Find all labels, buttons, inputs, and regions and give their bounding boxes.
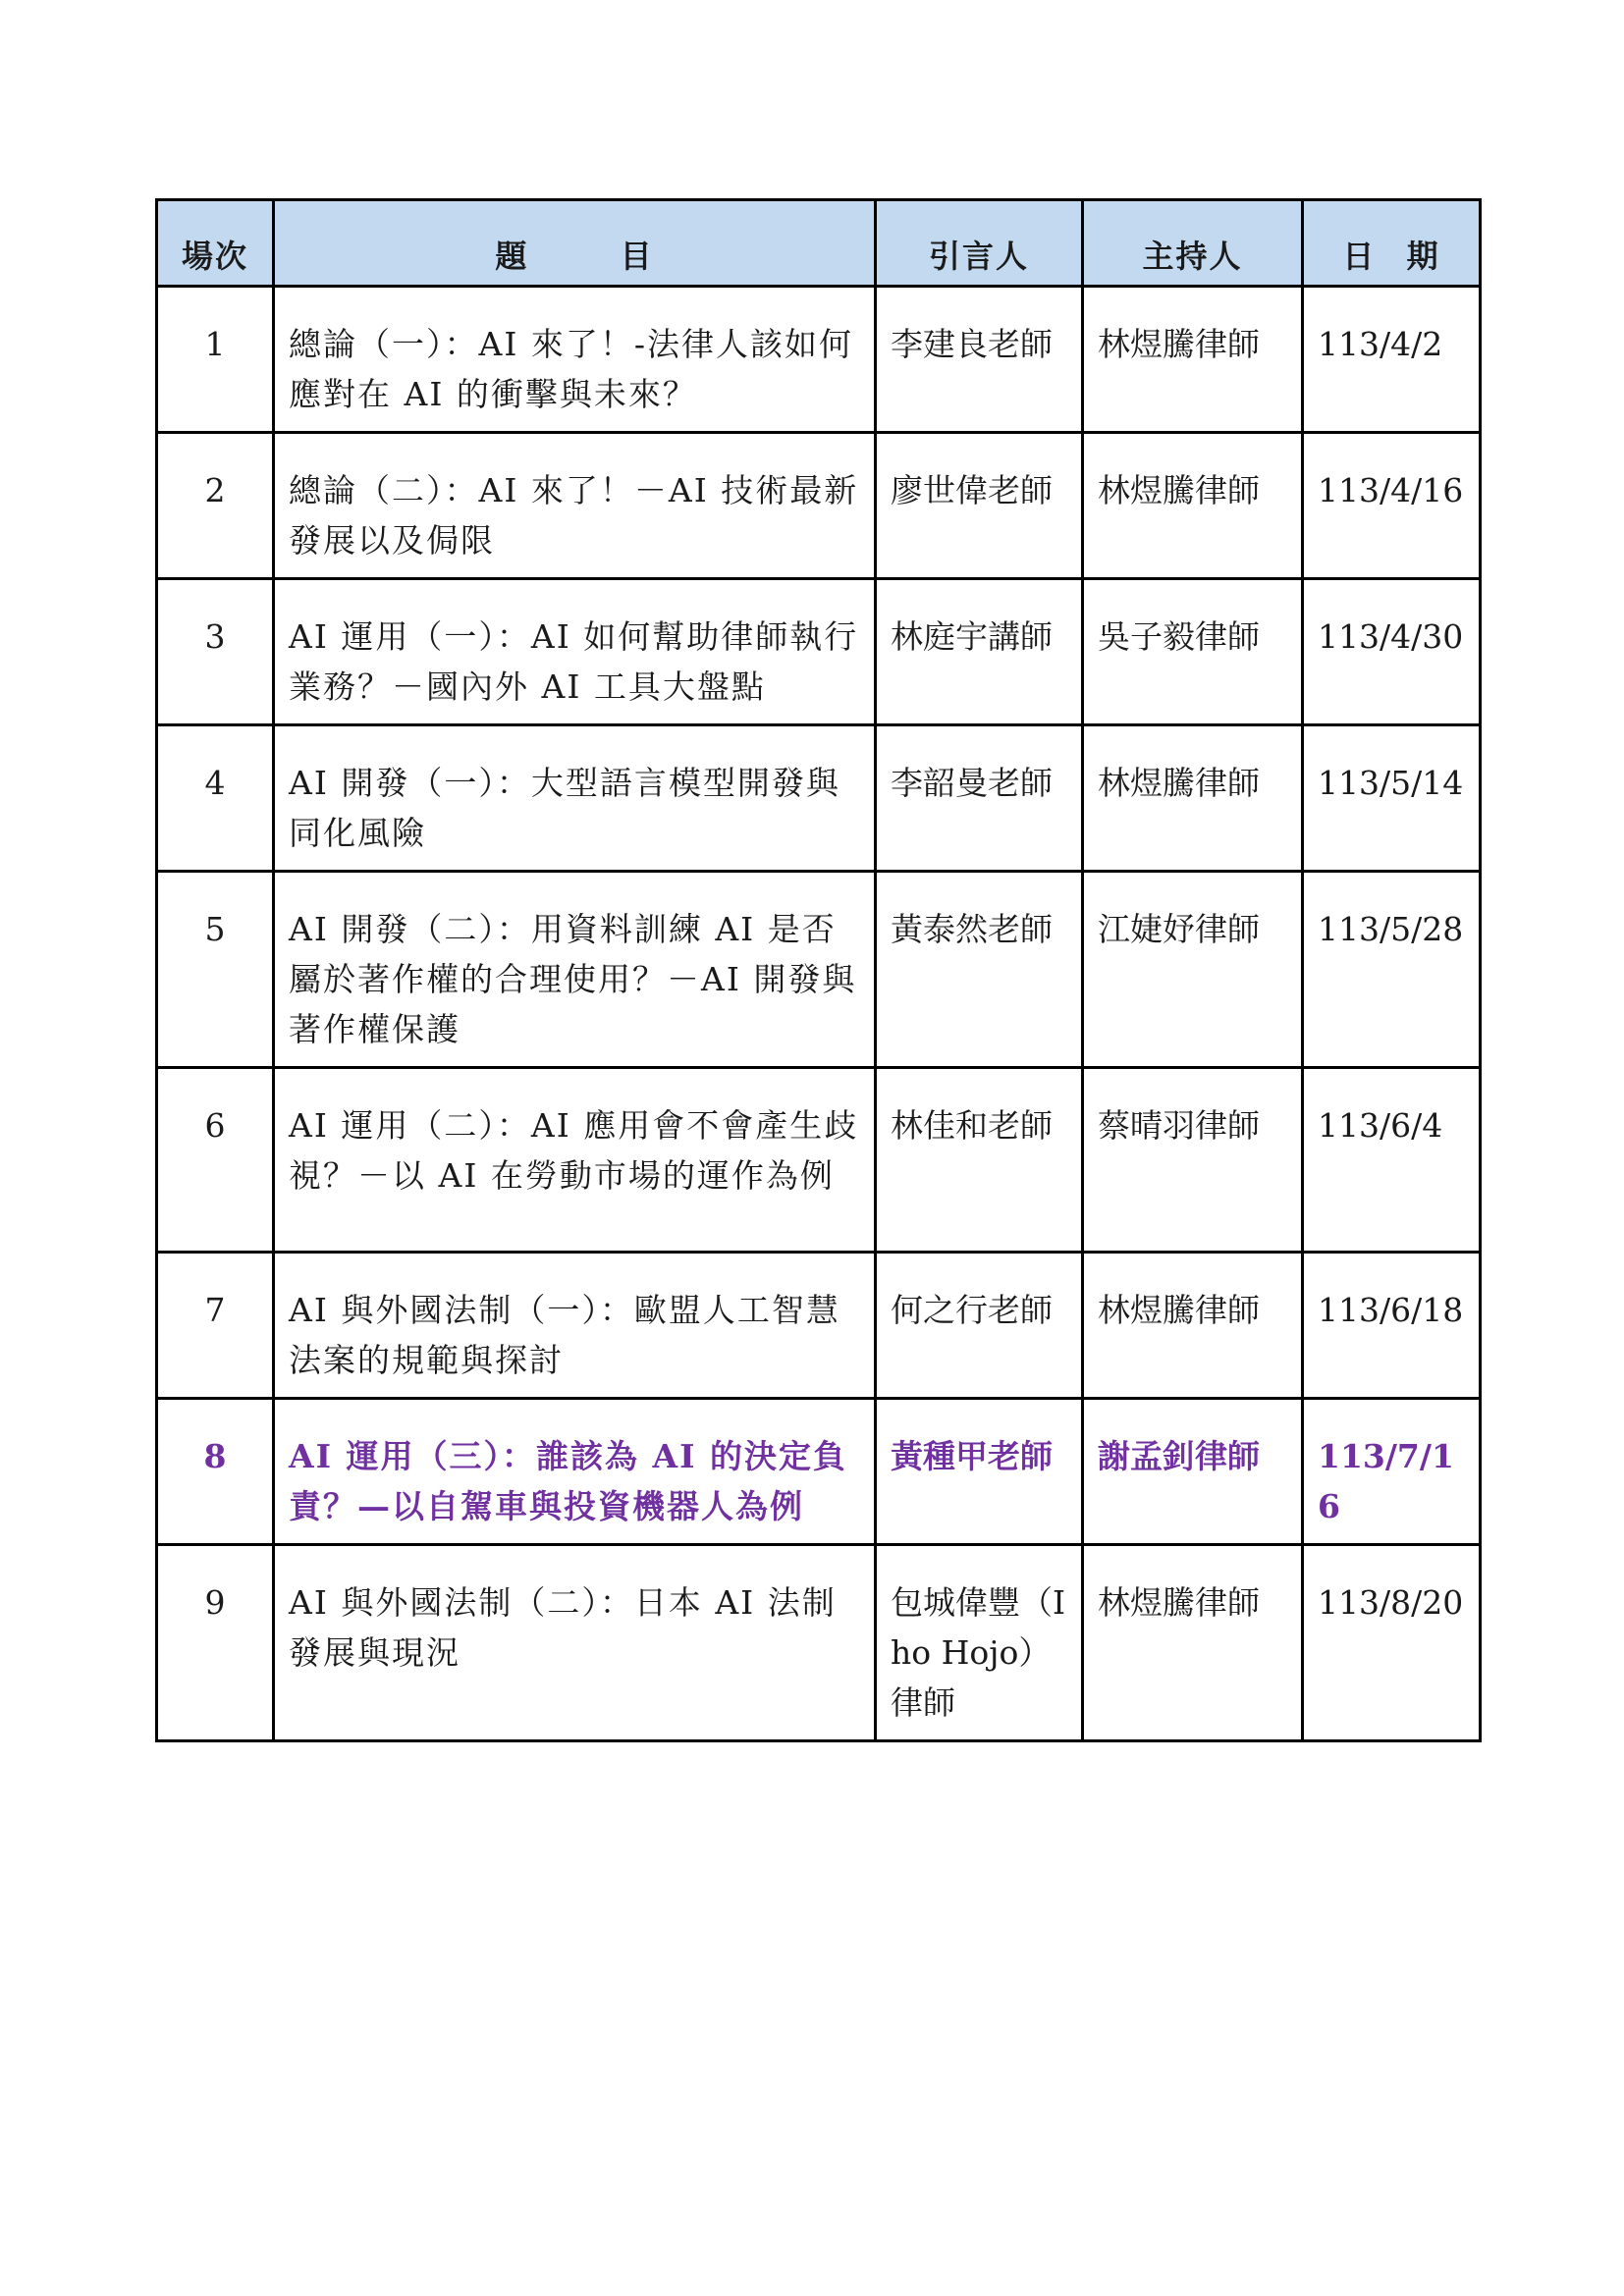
table-row	[157, 872, 1481, 1068]
session-host: 江婕妤律師	[1083, 872, 1303, 1068]
session-number: 4	[157, 725, 274, 872]
session-number: 9	[157, 1545, 274, 1741]
session-speaker: 黃種甲老師	[876, 1399, 1083, 1545]
session-host: 林煜騰律師	[1083, 1253, 1303, 1399]
table-row	[157, 287, 1481, 433]
session-date: 113/6/18	[1303, 1253, 1481, 1399]
header-host: 主持人	[1083, 200, 1303, 287]
header-session: 場次	[157, 200, 274, 287]
session-date: 113/7/16	[1303, 1399, 1481, 1545]
session-host: 林煜騰律師	[1083, 1545, 1303, 1741]
session-host: 林煜騰律師	[1083, 725, 1303, 872]
session-topic: AI 運用（一）：AI 如何幫助律師執行業務？－國內外 AI 工具大盤點	[274, 579, 876, 725]
session-number: 7	[157, 1253, 274, 1399]
session-number: 5	[157, 872, 274, 1068]
session-speaker: 林佳和老師	[876, 1068, 1083, 1253]
session-number: 3	[157, 579, 274, 725]
session-topic: 總論（一）：AI 來了！-法律人該如何應對在 AI 的衝擊與未來？	[274, 287, 876, 433]
session-date: 113/6/4	[1303, 1068, 1481, 1253]
session-host: 林煜騰律師	[1083, 433, 1303, 579]
session-speaker: 廖世偉老師	[876, 433, 1083, 579]
session-topic: AI 開發（一）：大型語言模型開發與同化風險	[274, 725, 876, 872]
table-row	[157, 725, 1481, 872]
session-date: 113/5/28	[1303, 872, 1481, 1068]
session-schedule-table	[155, 198, 1482, 1742]
table-row	[157, 1068, 1481, 1253]
session-host: 林煜騰律師	[1083, 287, 1303, 433]
session-speaker: 何之行老師	[876, 1253, 1083, 1399]
session-speaker: 黃泰然老師	[876, 872, 1083, 1068]
header-date: 日 期	[1303, 200, 1481, 287]
session-topic: AI 運用（三）：誰該為 AI 的決定負責？—以自駕車與投資機器人為例	[274, 1399, 876, 1545]
session-host: 蔡晴羽律師	[1083, 1068, 1303, 1253]
session-date: 113/4/2	[1303, 287, 1481, 433]
table-row	[157, 1545, 1481, 1741]
session-topic: AI 開發（二）：用資料訓練 AI 是否屬於著作權的合理使用？－AI 開發與著作權保護	[274, 872, 876, 1068]
table-row	[157, 1253, 1481, 1399]
header-topic: 題 目	[274, 200, 876, 287]
header-speaker: 引言人	[876, 200, 1083, 287]
session-speaker: 李韶曼老師	[876, 725, 1083, 872]
session-topic: AI 運用（二）：AI 應用會不會產生歧視？－以 AI 在勞動市場的運作為例	[274, 1068, 876, 1253]
table-row-highlighted	[157, 1399, 1481, 1545]
session-host: 謝孟釗律師	[1083, 1399, 1303, 1545]
session-date: 113/5/14	[1303, 725, 1481, 872]
session-speaker: 李建良老師	[876, 287, 1083, 433]
session-topic: AI 與外國法制（二）：日本 AI 法制發展與現況	[274, 1545, 876, 1741]
session-number: 1	[157, 287, 274, 433]
session-number: 6	[157, 1068, 274, 1253]
session-topic: AI 與外國法制（一）：歐盟人工智慧法案的規範與探討	[274, 1253, 876, 1399]
session-number: 2	[157, 433, 274, 579]
session-host: 吳子毅律師	[1083, 579, 1303, 725]
session-speaker: 包城偉豐（Iho Hojo）律師	[876, 1545, 1083, 1741]
session-speaker: 林庭宇講師	[876, 579, 1083, 725]
session-topic: 總論（二）：AI 來了！－AI 技術最新發展以及侷限	[274, 433, 876, 579]
session-number: 8	[157, 1399, 274, 1545]
session-date: 113/4/30	[1303, 579, 1481, 725]
table-row	[157, 579, 1481, 725]
table-row	[157, 433, 1481, 579]
session-date: 113/8/20	[1303, 1545, 1481, 1741]
session-date: 113/4/16	[1303, 433, 1481, 579]
table-header-row	[157, 200, 1481, 287]
